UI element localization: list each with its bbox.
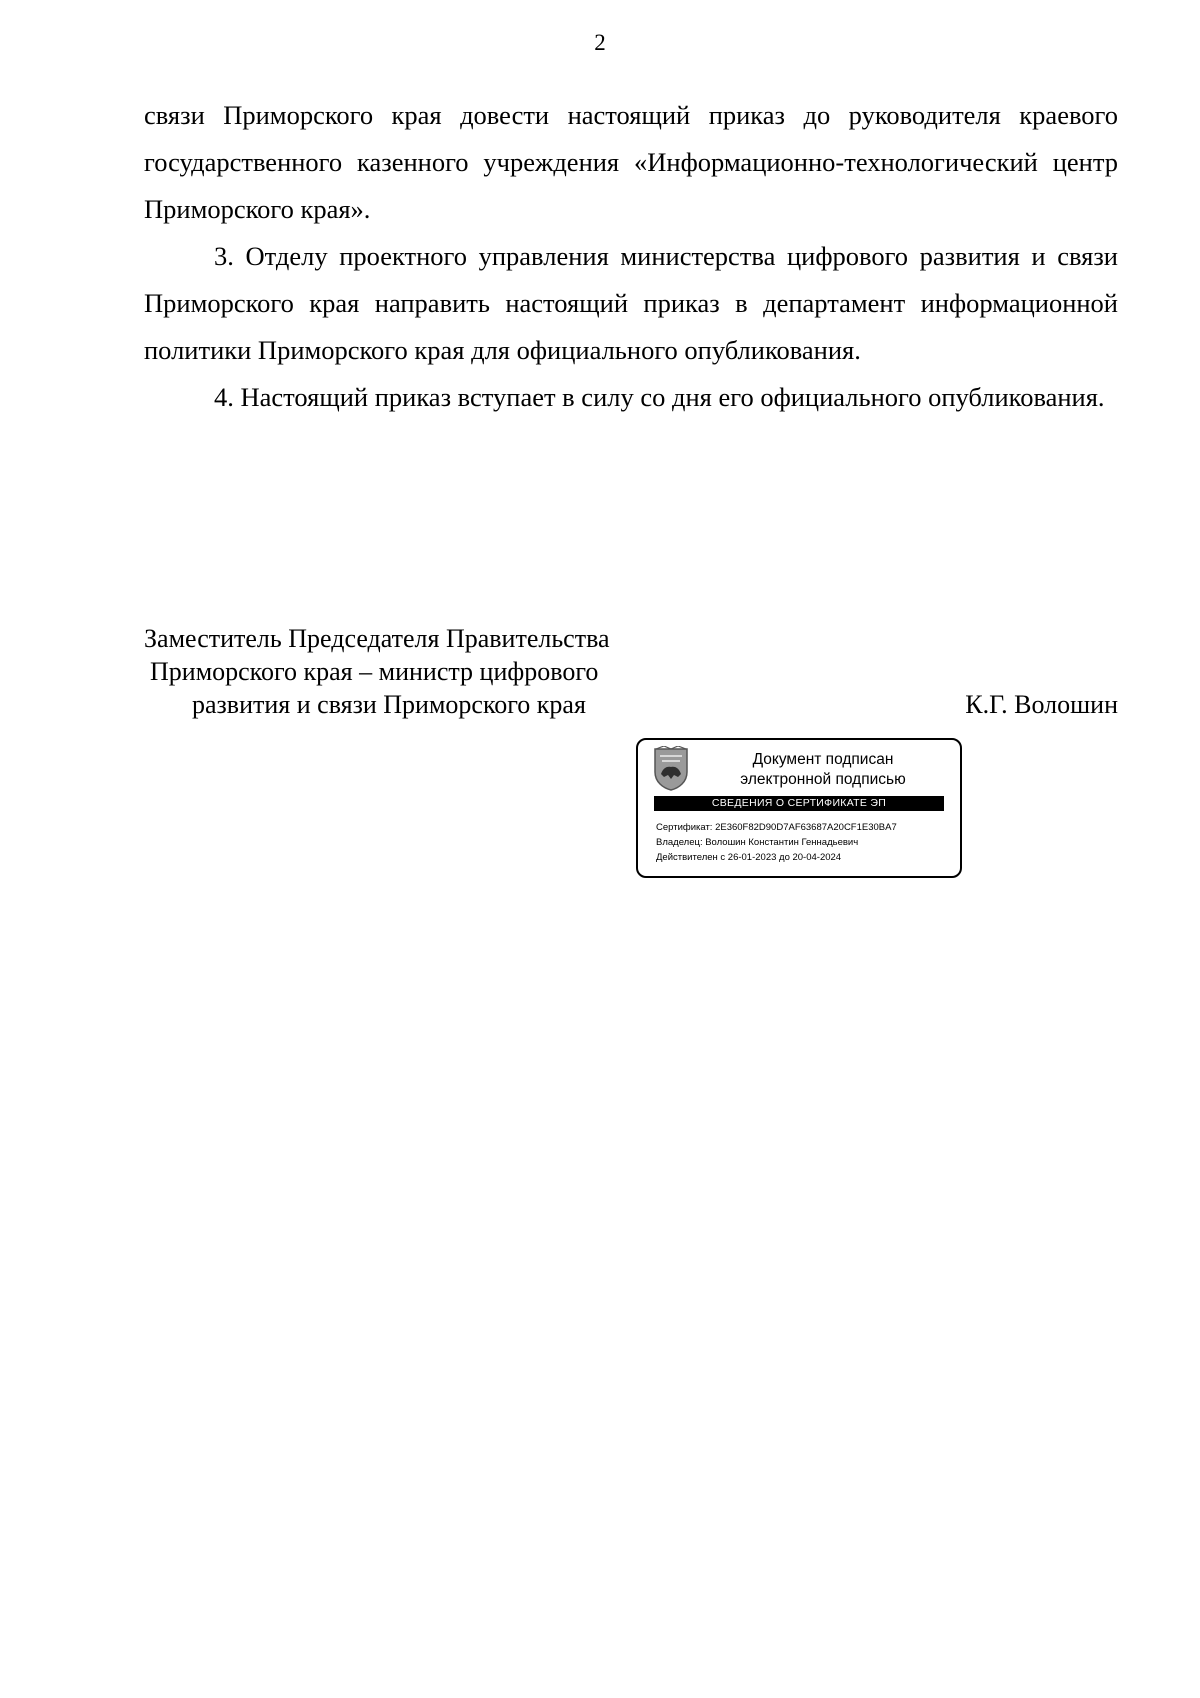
signatory-position-line: развития и связи Приморского края <box>192 690 586 719</box>
signatory-name: К.Г. Волошин <box>965 690 1118 719</box>
signatory-position-line: Заместитель Председателя Правительства <box>144 624 610 653</box>
paragraph-item-3: 3. Отделу проектного управления министерства цифрового развития и связи Приморского края направить настоящий приказ в департамент информационной политики Приморского края для официального опубликования. <box>144 241 1118 365</box>
electronic-signature-stamp <box>636 738 962 878</box>
certificate-details <box>656 820 897 865</box>
page-number: 2 <box>594 30 606 55</box>
signatory-position <box>144 622 610 721</box>
document-body <box>144 92 1118 421</box>
certificate-number: Сертификат: 2E360F82D90D7AF63687A20CF1E30BA7 <box>656 822 897 833</box>
paragraph-continuation: связи Приморского края довести настоящий приказ до руководителя краевого государственного казенного учреждения «Информационно-технологический центр Приморского края». <box>144 100 1118 224</box>
stamp-title-line: Документ подписан <box>752 751 894 768</box>
certificate-info-bar: СВЕДЕНИЯ О СЕРТИФИКАТЕ ЭП <box>654 796 944 811</box>
certificate-validity: Действителен с 26-01-2023 до 20-04-2024 <box>656 852 842 863</box>
certificate-owner: Владелец: Волошин Константин Геннадьевич <box>656 837 859 848</box>
stamp-title <box>694 750 952 790</box>
stamp-title-line: электронной подписью <box>740 771 906 788</box>
coat-of-arms-emblem-icon <box>652 746 690 792</box>
paragraph-item-4: 4. Настоящий приказ вступает в силу со дня его официального опубликования. <box>214 382 1105 412</box>
signatory-position-line: Приморского края – министр цифрового <box>150 657 599 686</box>
